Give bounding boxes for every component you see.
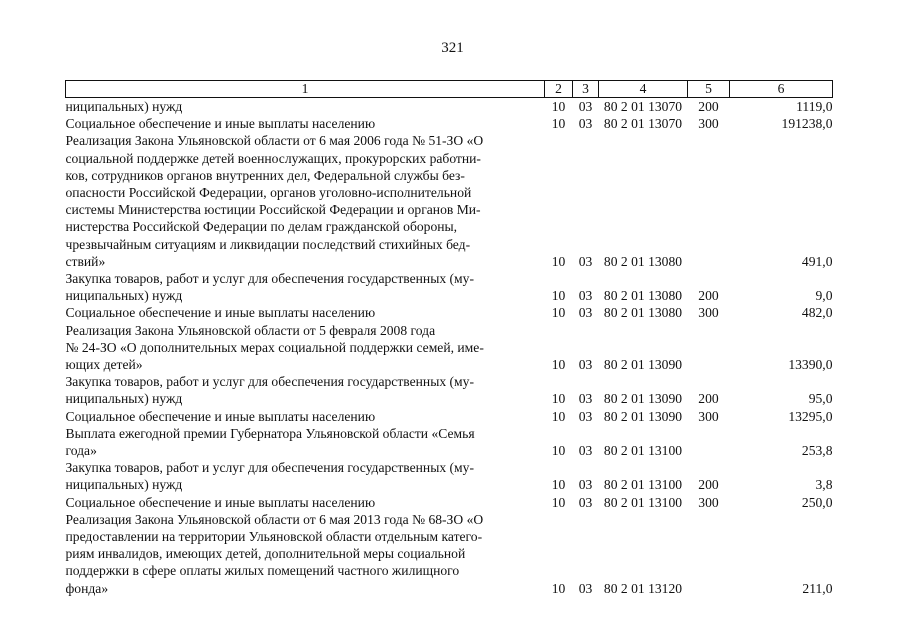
row-target-code: 80 2 01 13090: [603, 391, 683, 407]
row-amount: 253,8: [801, 443, 833, 459]
row-name-line: № 24-ЗО «О дополнительных мерах социальной поддержки семей, име-: [65, 339, 484, 355]
row-target-code: 80 2 01 13080: [603, 253, 683, 269]
row-target-code: 80 2 01 13090: [603, 357, 683, 373]
row-target-code: 80 2 01 13100: [603, 494, 683, 510]
row-amount: 250,0: [801, 494, 833, 510]
table-row: [66, 132, 833, 270]
row-expense-type: 200: [698, 288, 719, 304]
row-name: [66, 322, 545, 374]
row-subsection: 03: [578, 99, 593, 114]
row-name-line: ниципальных) нужд: [65, 391, 183, 407]
row-name: [66, 425, 545, 459]
header-row: [66, 81, 833, 98]
row-name-line: Социальное обеспечение и иные выплаты населению: [65, 408, 376, 424]
row-section: 10: [551, 580, 566, 596]
row-amount: 482,0: [801, 305, 833, 321]
row-name-line: нистерства Российской Федерации по делам гражданской обороны,: [65, 219, 458, 235]
row-name-line: ниципальных) нужд: [65, 99, 183, 114]
row-name-line: чрезвычайным ситуациям и ликвидации последствий стихийных бед-: [65, 236, 471, 252]
header-cell-4: 4: [599, 81, 688, 98]
row-name-line: ствий»: [65, 253, 106, 269]
row-name-line: ниципальных) нужд: [65, 477, 183, 493]
row-name-line: Социальное обеспечение и иные выплаты населению: [65, 116, 376, 132]
table-row: [66, 304, 833, 321]
row-subsection: 03: [578, 116, 593, 132]
row-expense-type: [688, 425, 730, 459]
row-name-line: Социальное обеспечение и иные выплаты населению: [65, 494, 376, 510]
row-name-line: поддержки в сфере оплаты жилых помещений частного жилищного: [65, 563, 460, 579]
row-amount: 13295,0: [788, 408, 833, 424]
table-row: [66, 511, 833, 597]
row-name-line: Социальное обеспечение и иные выплаты населению: [65, 305, 376, 321]
row-section: 10: [551, 288, 566, 304]
row-subsection: 03: [578, 494, 593, 510]
table-row: [66, 322, 833, 374]
row-subsection: 03: [578, 253, 593, 269]
row-target-code: 80 2 01 13080: [603, 305, 683, 321]
table-row: [66, 373, 833, 407]
row-section: 10: [551, 116, 566, 132]
row-subsection: 03: [578, 357, 593, 373]
row-name: [66, 115, 545, 132]
row-expense-type: 200: [698, 99, 719, 114]
row-name: [66, 270, 545, 304]
row-subsection: 03: [578, 408, 593, 424]
row-name-line: фонда»: [65, 580, 109, 596]
row-name-line: предоставлении на территории Ульяновской области отдельным катего-: [65, 529, 483, 545]
row-subsection: 03: [578, 391, 593, 407]
row-name: [66, 494, 545, 511]
row-expense-type: 200: [698, 391, 719, 407]
table-row: [66, 115, 833, 132]
row-name-line: года»: [65, 443, 97, 459]
header-cell-3: 3: [573, 81, 599, 98]
row-expense-type: 300: [698, 408, 719, 424]
row-name-line: опасности Российской Федерации, органов уголовно-исполнительной: [65, 185, 472, 201]
row-name-line: Реализация Закона Ульяновской области от 5 февраля 2008 года: [65, 322, 436, 338]
row-subsection: 03: [578, 477, 593, 493]
row-section: 10: [551, 494, 566, 510]
header-cell-1: 1: [66, 81, 545, 98]
row-target-code: 80 2 01 13090: [603, 408, 683, 424]
row-amount: 491,0: [801, 253, 833, 269]
row-target-code: 80 2 01 13100: [603, 477, 683, 493]
header-cell-6: 6: [730, 81, 833, 98]
table-row: [66, 98, 833, 116]
row-name-line: ющих детей»: [65, 357, 143, 373]
row-name-line: ниципальных) нужд: [65, 288, 183, 304]
table-row: [66, 270, 833, 304]
row-expense-type: [688, 322, 730, 374]
row-target-code: 80 2 01 13070: [603, 116, 683, 132]
row-target-code: 80 2 01 13100: [603, 443, 683, 459]
row-section: 10: [551, 408, 566, 424]
row-name: [66, 511, 545, 597]
row-subsection: 03: [578, 288, 593, 304]
row-section: 10: [551, 357, 566, 373]
row-amount: 211,0: [802, 580, 833, 596]
row-name-line: Реализация Закона Ульяновской области от 6 мая 2013 года № 68-ЗО «О: [65, 511, 484, 527]
row-expense-type: 300: [698, 494, 719, 510]
row-target-code: 80 2 01 13080: [603, 288, 683, 304]
row-name-line: Закупка товаров, работ и услуг для обеспечения государственных (му-: [65, 460, 474, 476]
row-name-line: ков, сотрудников органов внутренних дел, Федеральной службы без-: [65, 167, 465, 183]
row-name-line: системы Министерства юстиции Российской Федерации и органов Ми-: [65, 202, 481, 218]
row-name-line: Реализация Закона Ульяновской области от 6 мая 2006 года № 51-ЗО «О: [65, 133, 484, 149]
row-amount: 3,8: [815, 477, 833, 493]
page-number: 321: [441, 40, 464, 56]
row-subsection: 03: [578, 580, 593, 596]
row-subsection: 03: [578, 443, 593, 459]
table-row: [66, 459, 833, 493]
table-row: [66, 425, 833, 459]
row-name-line: Закупка товаров, работ и услуг для обеспечения государственных (му-: [65, 374, 474, 390]
row-name: [66, 98, 545, 116]
row-section: 10: [551, 477, 566, 493]
row-amount: 9,0: [815, 288, 833, 304]
row-section: 10: [551, 99, 566, 114]
row-amount: 13390,0: [788, 357, 833, 373]
row-name-line: Закупка товаров, работ и услуг для обеспечения государственных (му-: [65, 271, 474, 287]
header-cell-5: 5: [688, 81, 730, 98]
row-name-line: Выплата ежегодной премии Губернатора Ульяновской области «Семья: [65, 425, 475, 441]
table-row: [66, 408, 833, 425]
row-name: [66, 408, 545, 425]
row-amount: 95,0: [808, 391, 833, 407]
row-section: 10: [551, 305, 566, 321]
row-expense-type: 200: [698, 477, 719, 493]
row-expense-type: [688, 511, 730, 597]
table-row: [66, 494, 833, 511]
row-name: [66, 373, 545, 407]
row-expense-type: [688, 132, 730, 270]
row-section: 10: [551, 391, 566, 407]
row-amount: 1119,0: [796, 99, 833, 114]
row-amount: 191238,0: [781, 116, 833, 132]
row-target-code: 80 2 01 13120: [603, 580, 683, 596]
row-name: [66, 459, 545, 493]
budget-table: [65, 80, 833, 597]
row-section: 10: [551, 443, 566, 459]
row-expense-type: 300: [698, 305, 719, 321]
row-name: [66, 132, 545, 270]
row-expense-type: 300: [698, 116, 719, 132]
row-target-code: 80 2 01 13070: [603, 99, 683, 114]
row-name-line: риям инвалидов, имеющих детей, дополнительной меры социальной: [65, 546, 466, 562]
row-name-line: социальной поддержке детей военнослужащих, прокурорских работни-: [65, 150, 481, 166]
row-section: 10: [551, 253, 566, 269]
row-subsection: 03: [578, 305, 593, 321]
header-cell-2: 2: [545, 81, 573, 98]
row-name: [66, 304, 545, 321]
